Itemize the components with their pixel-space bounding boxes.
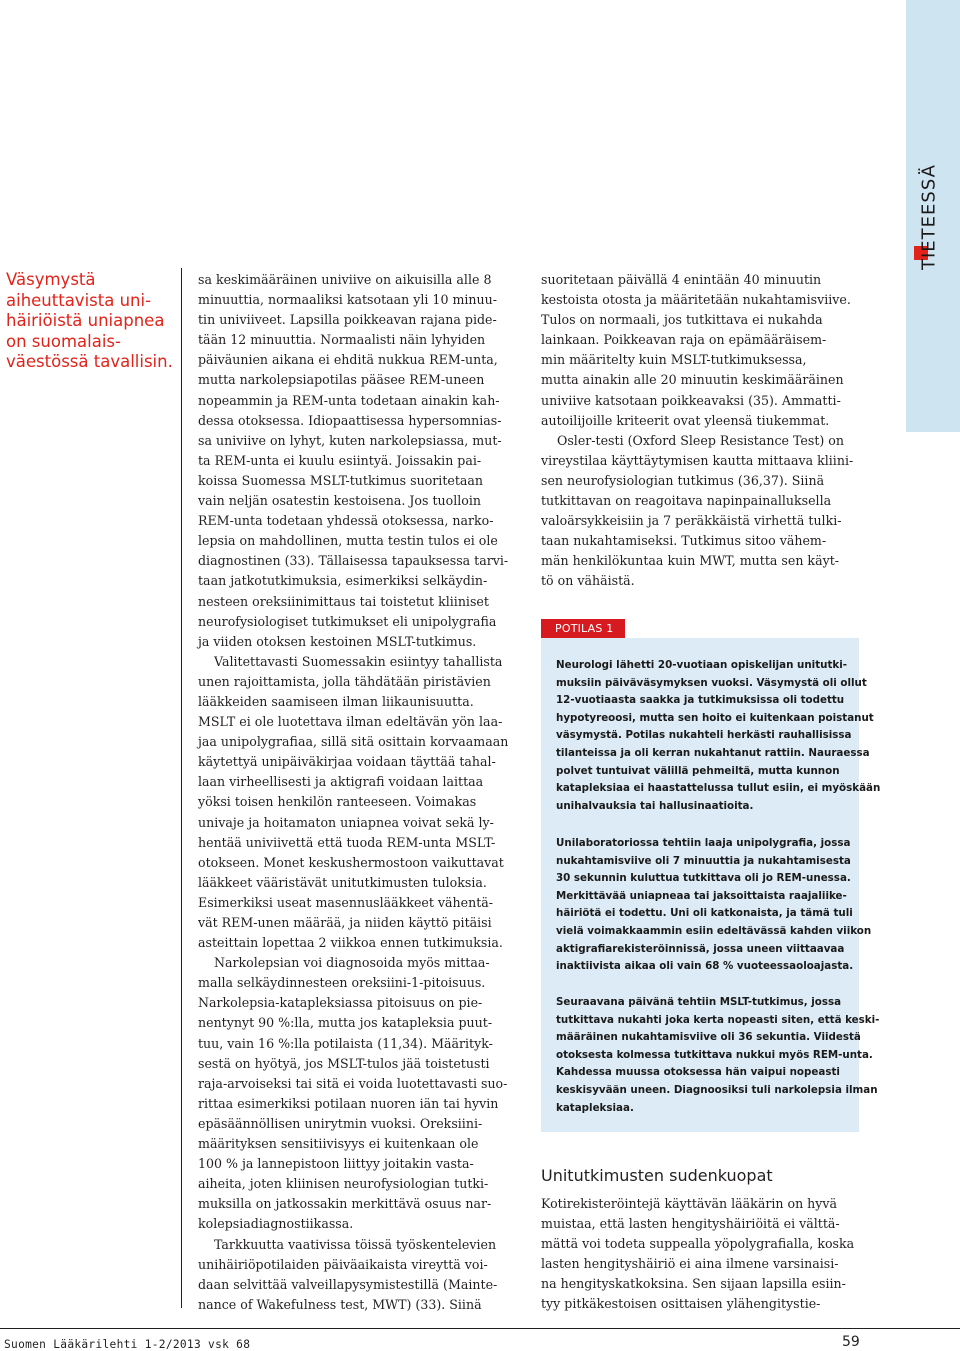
text-line: häiriötä ei todettu. Uni oli katkonaista, ja tämä tuli	[556, 907, 853, 920]
text-line: ta REM-unta ei kuulu esiintyä. Joissakin pai-	[198, 452, 482, 468]
section-heading: Unitutkimusten sudenkuopat	[541, 1166, 773, 1185]
text-line: taan jatkotutkimuksia, esimerkiksi selkäydin-	[198, 573, 488, 589]
text-line: otokseen. Monet keskushermostoon vaikuttavat	[198, 854, 504, 870]
text-line: käytettyä unipäiväkirjaa voidaan täyttää tahal-	[198, 754, 496, 770]
text-line: hypotyreoosi, mutta sen hoito ei kuitenkaan poistanut	[556, 711, 874, 724]
body-paragraph	[198, 1235, 518, 1315]
page-number: 59	[842, 1334, 860, 1350]
pull-quote-line: häiriöistä uniapnea	[6, 311, 165, 330]
text-line: yöksi toisen henkilön ranteeseen. Voimakas	[198, 794, 477, 810]
text-line: diagnostinen (33). Tällaisessa tapauksessa tarvi-	[198, 553, 509, 569]
case-box-tag: POTILAS 1	[541, 619, 625, 638]
body-paragraph	[198, 953, 518, 1234]
text-line: daan selvittää valveillapysymistestillä (Mainte-	[198, 1276, 498, 1292]
text-line: otoksesta kolmessa tutkittava nukkui myös REM-unta.	[556, 1048, 873, 1061]
text-line: Tulos on normaali, jos tutkittava ei nukahda	[541, 312, 823, 328]
text-line: unihalvauksia tai hallusinaatioita.	[556, 799, 754, 812]
text-line: hentää univiivettä että tuoda REM-unta MSLT-	[198, 834, 496, 850]
text-line: tyy pitkäkestoisen osittaisen ylähengitystie-	[541, 1296, 821, 1312]
text-line: tin univiiveet. Lapsilla poikkeavan rajana pide-	[198, 312, 497, 328]
case-paragraph	[556, 835, 872, 976]
case-paragraph	[556, 657, 881, 815]
text-line: Kahdessa muussa otoksessa hän vaipui nopeasti	[556, 1066, 840, 1079]
text-line: inaktiivista aikaa oli vain 68 % vuoteessaoloajasta.	[556, 960, 854, 973]
text-line: unihäiriöpotilaiden päiväaikaista vireyttä voi-	[198, 1256, 488, 1272]
text-line: asteittain lopettaa 2 viikkoa ennen tutkimuksia.	[198, 935, 503, 951]
text-line: raja-arvoiseksi tai sitä ei voida luotettavasti suo-	[198, 1075, 508, 1091]
column-divider-rule	[181, 268, 182, 1308]
text-line: tuu, vain 16 %:lla potilaista (11,34). Määrityk-	[198, 1035, 493, 1051]
text-line: lääkkeiden saamiseen ilman liikaunisuutta.	[198, 693, 474, 709]
text-line: dessa otoksessa. Idiopaattisessa hypersomnias-	[198, 412, 502, 428]
text-line: nopeammin ja REM-unta todetaan ainakin kah-	[198, 392, 500, 408]
text-line: 30 sekunnin kuluttua tutkittava oli jo REM-unessa.	[556, 872, 851, 885]
pull-quote-line: Väsymystä	[6, 270, 96, 289]
text-line: minuuttia, normaaliksi katsotaan yli 10 minuu-	[198, 292, 498, 308]
text-line: vain neljän osatestin kestoisena. Jos tuolloin	[198, 493, 482, 509]
text-line: nukahtamisviive oli 7 minuuttia ja nukahtamisesta	[556, 854, 851, 867]
text-line: sen neurofysiologian tutkimus (36,37). Siinä	[541, 472, 825, 488]
text-line: tilanteissa ja oli kerran nukahtanut rattiin. Nauraessa	[556, 746, 870, 759]
text-line: valoärsykkeisiin ja 7 peräkkäistä virhettä tulki-	[541, 513, 842, 529]
text-line: tö on vähäistä.	[541, 573, 635, 589]
case-paragraph	[556, 994, 880, 1117]
text-line: Narkolepsia-katapleksiassa pitoisuus on pie-	[198, 995, 483, 1011]
text-line: vät REM-unen määrää, ja niiden käyttö pitäisi	[198, 915, 492, 930]
text-line: tutkittavan on reagoitava napinpainalluksella	[541, 493, 832, 509]
section-body	[541, 1194, 861, 1315]
pull-quote	[6, 270, 173, 373]
text-line: mättä voi todeta suppealla yöpolygrafialla, koska	[541, 1236, 855, 1252]
text-line: nance of Wakefulness test, MWT) (33). Siinä	[198, 1296, 482, 1312]
text-line: ja viiden otoksen kestoinen MSLT-tutkimus.	[198, 633, 477, 649]
text-line: laan virheellisesti ja aktigrafi voidaan laittaa	[198, 774, 484, 790]
text-line: univiive katsotaan poikkeavaksi (35). Ammatti-	[541, 392, 841, 408]
text-line: Valitettavasti Suomessakin esiintyy tahallista	[214, 653, 503, 669]
text-line: tutkittava nukahti joka kerta nopeasti siten, että keski-	[556, 1013, 880, 1026]
text-line: REM-unta todetaan yhdessä otoksessa, narko-	[198, 513, 494, 529]
text-line: unen rajoittamista, jolla tähdätään piristävien	[198, 673, 491, 689]
text-line: katapleksiaa ei haastattelussa tullut esiin, ei myöskään	[556, 782, 881, 795]
text-line: jaa unipolygrafiaa, sillä sitä osittain korvaamaan	[198, 734, 509, 750]
text-line: määräinen nukahtamisviive oli 36 sekuntia. Viidestä	[556, 1031, 861, 1044]
text-line: polvet tuntuivat välillä pehmeiltä, mutta kunnon	[556, 764, 840, 777]
text-line: lainkaan. Poikkeavan raja on epämääräisem-	[541, 332, 827, 348]
text-line: vielä voimakkaammin esiin edeltävässä kahden viikon	[556, 924, 872, 937]
text-line: tään 12 minuuttia. Normaalisti näin lyhyiden	[198, 332, 486, 348]
text-line: sa univiive on lyhyt, kuten narkolepsiassa, mut-	[198, 432, 502, 448]
text-line: Merkittävää uniapneaa tai jaksoittaista raajaliike-	[556, 889, 847, 902]
article-column-2	[541, 270, 861, 592]
body-paragraph	[541, 270, 861, 431]
text-line: min määritelty kuin MSLT-tutkimuksessa,	[541, 352, 807, 368]
text-line: 100 % ja lannepistoon liittyy joitakin vasta-	[198, 1156, 474, 1172]
body-paragraph	[198, 270, 518, 652]
pull-quote-line: väestössä tavallisin.	[6, 352, 173, 371]
text-line: muksilla on jatkossakin merkittävä osuus nar-	[198, 1196, 492, 1212]
footer-rule	[0, 1328, 960, 1329]
text-line: sa keskimääräinen univiive on aikuisilla alle 8	[198, 272, 492, 287]
text-line: muksiin päiväväsymyksen vuoksi. Väsymystä oli ollut	[556, 676, 867, 689]
text-line: aiheita, joten kliinisen neurofysiologian tutki-	[198, 1176, 489, 1192]
text-line: nentynyt 90 %:lla, mutta jos katapleksia puut-	[198, 1015, 493, 1031]
text-line: katapleksiaa.	[556, 1101, 634, 1114]
text-line: lepsia on mahdollinen, mutta testin tulos ei ole	[198, 533, 498, 549]
text-line: neurofysiologiset tutkimukset eli unipolygrafia	[198, 613, 497, 629]
text-line: Seuraavana päivänä tehtiin MSLT-tutkimus, jossa	[556, 996, 842, 1008]
text-line: Tarkkuutta vaativissa töissä työskentelevien	[214, 1236, 497, 1252]
text-line: sestä on hyötyä, jos MSLT-tulos jää toistetusti	[198, 1055, 490, 1071]
text-line: MSLT ei ole luotettava ilman edeltävän yön laa-	[198, 714, 503, 730]
text-line: mutta narkolepsiapotilas pääsee REM-uneen	[198, 372, 485, 388]
text-line: väsymystä. Potilas nukahteli herkästi rauhallisissa	[556, 729, 852, 742]
pull-quote-line: on suomalais-	[6, 331, 121, 351]
text-line: na hengityskatkoksina. Sen sijaan lapsilla esiin-	[541, 1276, 846, 1292]
text-line: vireystilaa käyttäytymisen kautta mittaava kliini-	[541, 452, 854, 468]
text-line: män henkilökuntaa kuin MWT, mutta sen käyt-	[541, 553, 840, 569]
text-line: aktigrafiarekisteröinnissä, jossa uneen viittaavaa	[556, 942, 845, 955]
body-paragraph	[541, 431, 861, 592]
text-line: univaje ja hoitamaton uniapnea voivat sekä ly-	[198, 814, 494, 830]
section-tab-label: TIETEESSÄ	[918, 164, 940, 270]
text-line: lasten hengityshäiriö ei aina ilmene varsinaisi-	[541, 1256, 839, 1272]
text-line: suoritetaan päivällä 4 enintään 40 minuutin	[541, 272, 822, 287]
body-paragraph	[198, 652, 518, 953]
text-line: päiväunien aikana ei ehditä nukkua REM-unta,	[198, 352, 498, 368]
text-line: lääkkeet vääristävät unitutkimusten tuloksia.	[198, 874, 487, 890]
text-line: mutta ainakin alle 20 minuutin keskimääräinen	[541, 372, 844, 388]
text-line: muistaa, että lasten hengityshäiriöitä ei välttä-	[541, 1216, 840, 1232]
text-line: määrityksen sensitiivisyys ei kuitenkaan ole	[198, 1136, 479, 1152]
text-line: Esimerkiksi useat masennuslääkkeet vähentä-	[198, 894, 494, 910]
text-line: taan nukahtamiseksi. Tutkimus sitoo vähem-	[541, 533, 827, 549]
text-line: malla selkäydinnesteen oreksiini-1-pitoisuus.	[198, 975, 486, 991]
text-line: Unilaboratoriossa tehtiin laaja unipolygrafia, jossa	[556, 837, 851, 849]
text-line: Kotirekisteröintejä käyttävän lääkärin on hyvä	[541, 1196, 838, 1211]
text-line: Osler-testi (Oxford Sleep Resistance Test) on	[557, 432, 844, 448]
article-column-1	[198, 270, 518, 1315]
text-line: 12-vuotiaasta saakka ja tutkimuksissa oli todettu	[556, 694, 845, 707]
text-line: Neurologi lähetti 20-vuotiaan opiskelijan unitutki-	[556, 659, 848, 671]
pull-quote-line: aiheuttavista uni-	[6, 290, 152, 310]
text-line: kolepsiadiagnostiikassa.	[198, 1216, 354, 1232]
text-line: epäsäännöllisen unirytmin vuoksi. Oreksiini-	[198, 1115, 483, 1131]
text-line: nesteen oreksiinimittaus tai toistetut kliiniset	[198, 593, 489, 609]
journal-footer: Suomen Lääkärilehti 1-2/2013 vsk 68	[4, 1338, 251, 1351]
text-line: Narkolepsian voi diagnosoida myös mittaa-	[214, 955, 490, 971]
text-line: koissa Suomessa MSLT-tutkimus suoritetaan	[198, 472, 484, 488]
text-line: kestoista otosta ja määritetään nukahtamisviive.	[541, 292, 851, 308]
text-line: keskisyvään uneen. Diagnoosiksi tuli narkolepsia ilman	[556, 1083, 878, 1096]
text-line: rittaa esimerkiksi potilaan nuoren iän tai hyvin	[198, 1095, 499, 1111]
text-line: autoilijoille kriteerit ovat yleensä tiukemmat.	[541, 412, 830, 428]
